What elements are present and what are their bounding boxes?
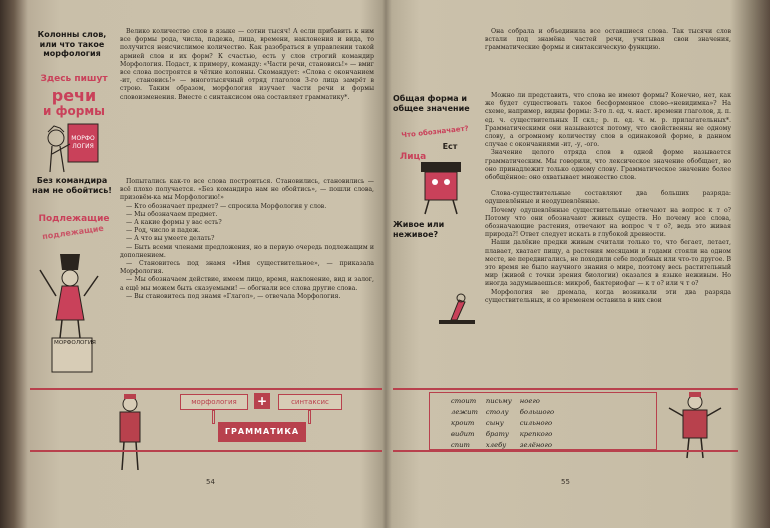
sign-label: МОРФОЛОГИЯ [54,340,96,346]
table-row [451,418,562,429]
adjective-cell: сильного [519,419,553,427]
dialog-line: — Мы обозначаем предмет. [126,210,218,218]
right-paragraph-4: Почему одушевлённые существительные отвечают на вопрос к т о? Потому что они обозначают живых существ. Но почему все слова, обозначающие растения, отвечают на вопрос ч т о?, ведь это живая природа?! Ответ следует искать в глубокой древности. [485,206,731,239]
pink-art-line: и формы [43,104,105,118]
commander-icon [32,240,116,380]
right-text-block [485,92,731,305]
table-row [451,429,562,440]
sign-illustration [32,70,116,178]
pink-art-line: Лица [399,152,427,162]
table-illustration [395,124,481,218]
left-page [30,8,382,508]
right-paragraph-6: Морфология не дремала, когда возникали эти два разряда существительных, и со временем оставила в них свои [485,288,731,304]
verb-cell: кроит [451,419,475,427]
right-paragraph-2: Значение целого отряда слов в одной форме называется грамматическим. Мы говорили, что лексическое значение обобщает, но оно принадлежит только одному слову. Грамматическое значение более обобщённое: оно охватывает множество слов. [485,149,731,182]
verb-cell: видит [451,430,475,438]
divider-bar [30,450,382,452]
word-forms-table [451,396,562,451]
pink-art-line: Ест [442,142,458,151]
adjective-cell: большого [519,408,555,416]
right-paragraph-5: Наши далёкие предки живым считали только то, что бегает, летает, плавает, хватает пищу, а растения месяцами и годами стояли на одном месте, не передвигались, не походили себе подобных или что-то другое. В это время не было научного знания о мире, поэтому весь растительный мир (живой с точки зрения биологии) оказался в языке неживым. Но иногда задумываешься: микроб, бактериофаг — к т о? или ч т о? [485,239,731,288]
dialog-line: — Кто обозначает предмет? — спросила Морфология у слов. [126,202,327,210]
guard-figure-icon [100,390,160,480]
svg-text:ЛОГИЯ: ЛОГИЯ [72,143,94,150]
dialog-line: — А что вы умеете делать? [126,235,215,243]
verb-cell: спит [451,441,471,449]
noun-cell: письму [485,397,512,405]
dialog-line: — Род, число и падеж. [126,227,201,235]
man-with-book-icon [32,120,116,180]
divider-bar [30,388,382,390]
page-number: 55 [561,478,570,486]
adjective-cell: крепкого [519,430,553,438]
connector-line [308,410,311,424]
heading-general-form: Общая форма и общее значение [393,94,470,113]
commander-illustration [32,214,116,364]
pink-art-line: Здесь пишут [40,74,108,84]
plus-icon: + [254,393,270,409]
noun-cell: брату [485,430,509,438]
heading-commander: Без командира нам не обойтись! [32,176,112,195]
left-dialog-block [120,178,374,301]
adjective-cell: зелёного [519,441,552,449]
dialog-line: — Быть всеми членами предложения, но в первую очередь подлежащим и дополнением. [120,243,374,259]
right-paragraph-top: Она собрала и объединила все оставшиеся слова. Так тысячи слов встали под знамёна частей речи, учитывая свои значения, грамматические формы и синтаксическую функцию. [485,28,731,52]
grammar-box: ГРАММАТИКА [218,422,306,442]
morphology-box: морфология [180,394,248,410]
right-page [393,8,738,508]
pink-art-line: Подлежащие [38,214,110,224]
right-paragraph-1: Можно ли представить, что слова не имеют формы? Конечно, нет, как же будет существовать такое бесформенное слово-«невидимка»? На схеме, например, видны формы: 3-го л. ед. ч. наст. времени глаголов, д. п. ед. ч. существительных II скл.; р. п. ед. ч. м. р. прилагательных*. Грамматическими они называются потому, что свойственны не одному слову, а огромному количеству слов в одинаковой форме, в данном случае с окончаниями -ит, -у, -ого. [485,92,731,149]
heading-animate: Живое или неживое? [393,220,445,239]
syntax-box: синтаксис [278,394,342,410]
left-paragraph-2: Попытались как-то все слова построиться. Становились, становились — всё плохо получается. «Без командира нам не обойтись», — пошли слова, призовём-ка мы Морфологию!» [120,178,374,202]
verb-cell: стоит [451,397,477,405]
noun-cell: хлебу [485,441,507,449]
page-number: 54 [206,478,215,486]
connector-line [212,410,215,424]
noun-cell: столу [485,408,509,416]
creature-icon [395,156,481,216]
dialog-line: — А какие формы у вас есть? [126,219,222,227]
table-row [451,396,562,407]
svg-text:МОРФО: МОРФО [71,135,95,142]
dialog-line: — Становитесь под знамя «Имя существительное», — приказала Морфология. [120,260,374,276]
left-paragraph-1: Велико количество слов в языке — сотни тысяч! А если прибавить к ним все формы рода, числа, падежа, лица, времени, наклонения и вида, то получится неисчислимое количество. Как разобраться в управлении такой армией слов и их форм? К счастью, есть у слов строгий командир Морфология. Подаст, к примеру, команду: «Части речи, становись!» — вмиг все слова построятся в чёткие колонны. Скомандует: «Слова с окончанием -ит, становись!» — многотысячный отряд глаголов 3-го лица замрёт в строю. Таким образом, морфология изучает части речи и формы словоизменения. Вместе с синтаксисом она составляет грамматику*. [120,28,374,101]
divider-bar [393,450,738,452]
microscope-icon [433,290,483,330]
noun-cell: сыну [485,419,504,427]
dialog-line: — Мы обозначаем действие, имеем лицо, время, наклонение, вид и залог, а ещё мы можем быть сказуемыми! — обогнали все слова другие слова. [120,276,374,292]
table-row [451,407,562,418]
pink-art-line: речи [51,86,97,105]
right-paragraph-3: Слова-существительные составляют два больших разряда: одушевлённые и неодушевлённые. [485,190,731,206]
pink-art-line: Что обозначает? [401,124,469,140]
pink-art-line: подлежащие [41,223,105,242]
dialog-line: — Вы становитесь под знамя «Глагол», — отвечала Морфология. [126,292,341,300]
heading-morphology: Колонны слов, или что такое морфология [37,30,107,58]
verb-cell: лежит [451,408,478,416]
adjective-cell: ноего [519,397,540,405]
